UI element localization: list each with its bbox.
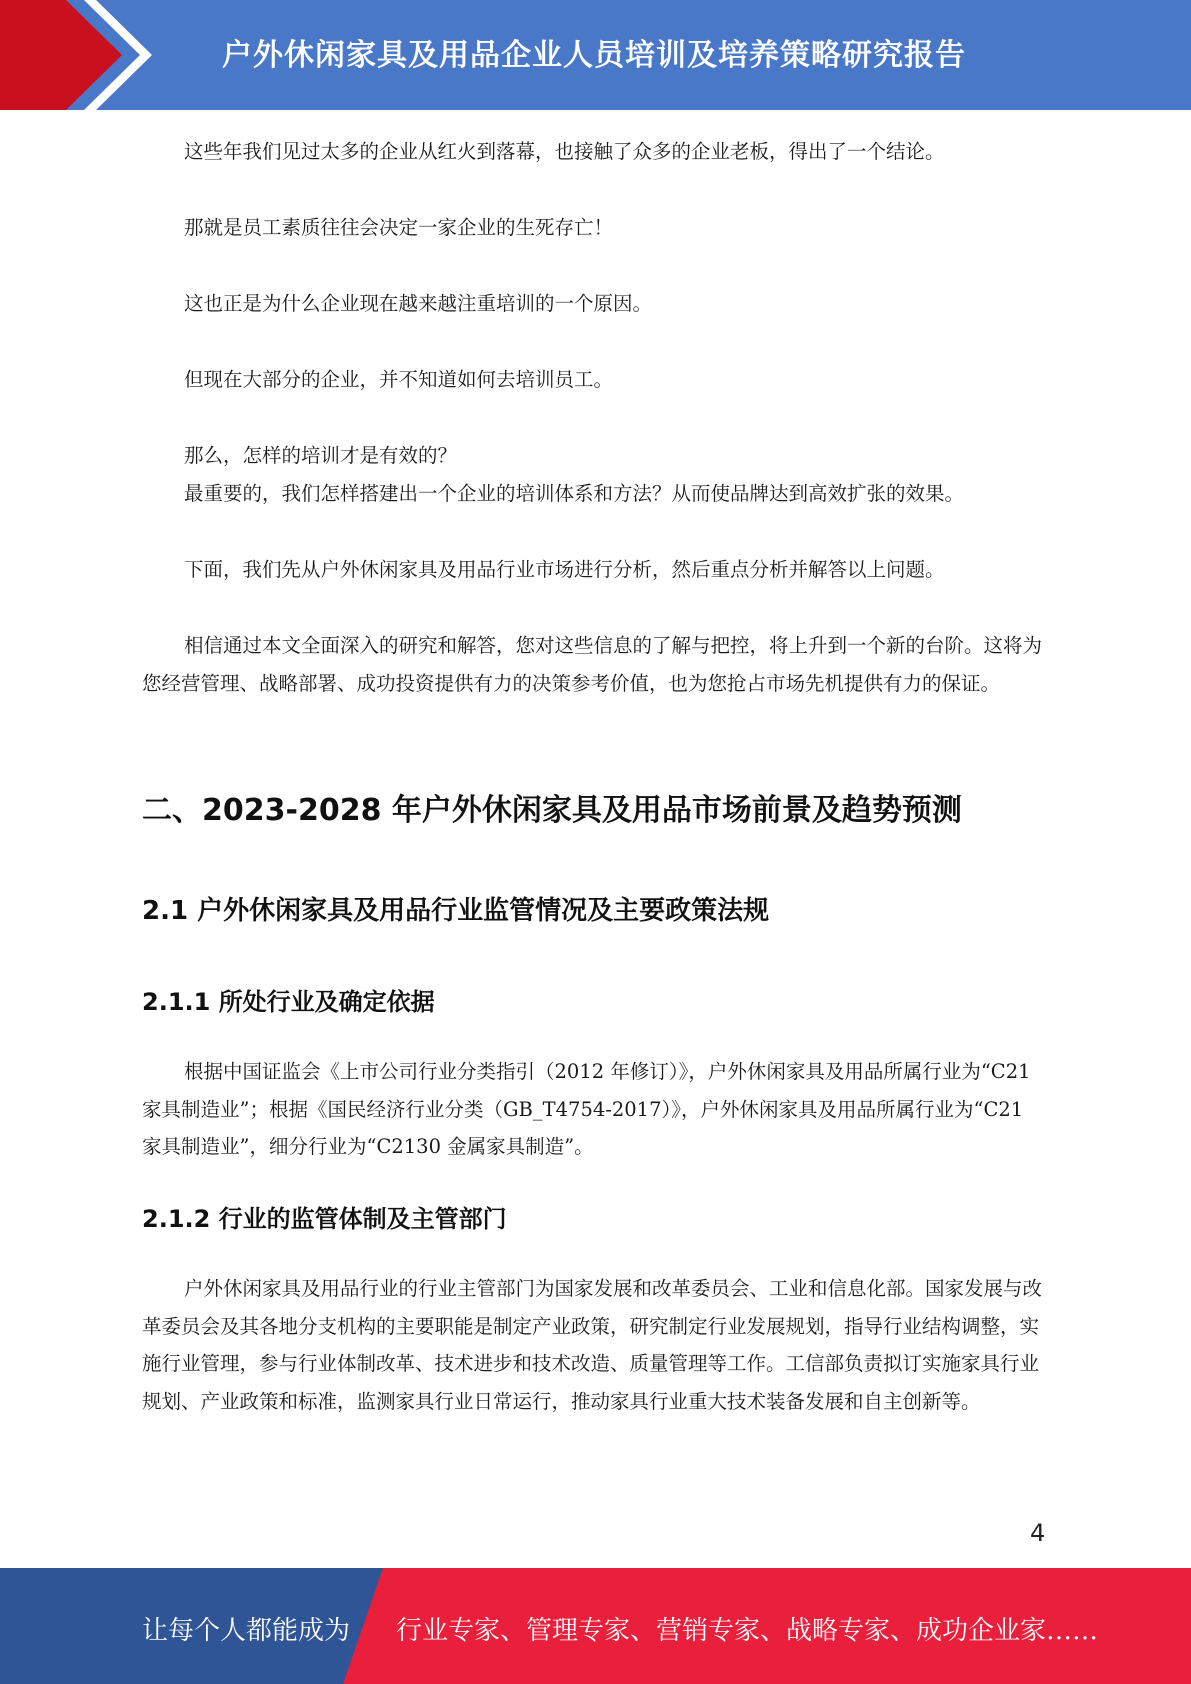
paragraph: 根据中国证监会《上市公司行业分类指引（2012 年修订）》，户外休闲家具及用品所属行业为“C21 家具制造业”；根据《国民经济行业分类（GB_T4754-2017）》，户外休闲家具及用品所属行业为“C21 家具制造业”，细分行业为“C2130 金属家具制造”。 <box>142 1060 1031 1158</box>
paragraph: 这也正是为什么企业现在越来越注重培训的一个原因。 <box>184 292 653 315</box>
subsubsection-heading: 2.1.1 所处行业及确定依据 <box>142 988 435 1016</box>
footer-slogan-left: 让每个人都能成为 <box>142 1616 351 1646</box>
paragraph: 下面，我们先从户外休闲家具及用品行业市场进行分析，然后重点分析并解答以上问题。 <box>184 558 945 581</box>
paragraph: 这些年我们见过太多的企业从红火到落幕，也接触了众多的企业老板，得出了一个结论。 <box>184 140 945 163</box>
header-banner <box>0 0 1191 110</box>
paragraph: 那么，怎样的培训才是有效的？ <box>184 444 458 467</box>
subsection-heading: 2.1 户外休闲家具及用品行业监管情况及主要政策法规 <box>142 896 770 926</box>
section-heading: 二、2023-2028 年户外休闲家具及用品市场前景及趋势预测 <box>142 793 962 828</box>
paragraph: 相信通过本文全面深入的研究和解答，您对这些信息的了解与把控，将上升到一个新的台阶。这将为您经营管理、战略部署、成功投资提供有力的决策参考价值，也为您抢占市场先机提供有力的保证。 <box>142 634 1043 695</box>
footer-banner <box>0 1568 1191 1684</box>
subsubsection-heading: 2.1.2 行业的监管体制及主管部门 <box>142 1205 507 1233</box>
footer-slogan-right: 行业专家、管理专家、营销专家、战略专家、成功企业家…… <box>396 1616 1099 1646</box>
paragraph: 但现在大部分的企业，并不知道如何去培训员工。 <box>184 368 614 391</box>
page-number: 4 <box>1030 1519 1046 1547</box>
report-title: 户外休闲家具及用品企业人员培训及培养策略研究报告 <box>222 38 966 73</box>
paragraph: 最重要的，我们怎样搭建出一个企业的培训体系和方法？从而使品牌达到高效扩张的效果。 <box>184 482 965 505</box>
paragraph: 户外休闲家具及用品行业的行业主管部门为国家发展和改革委员会、工业和信息化部。国家发展与改革委员会及其各地分支机构的主要职能是制定产业政策，研究制定行业发展规划，指导行业结构调整，实施行业管理，参与行业体制改革、技术进步和技术改造、质量管理等工作。工信部负责拟订实施家具行业规划、产业政策和标准，监测家具行业日常运行，推动家具行业重大技术装备发展和自主创新等。 <box>142 1277 1043 1413</box>
paragraph: 那就是员工素质往往会决定一家企业的生死存亡！ <box>184 216 614 239</box>
